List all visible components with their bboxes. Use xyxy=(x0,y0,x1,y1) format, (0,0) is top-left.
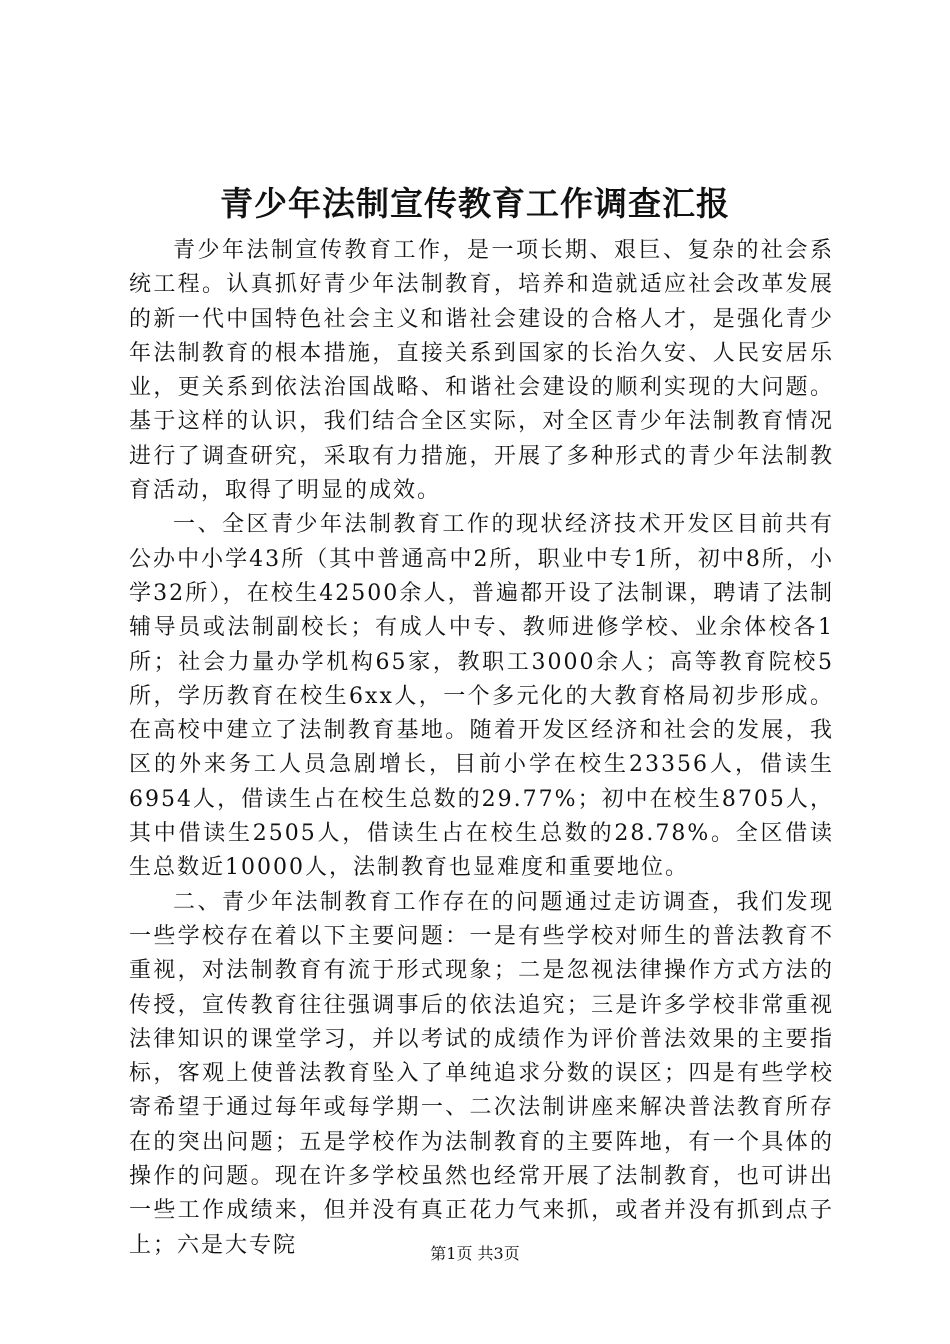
paragraph-intro: 青少年法制宣传教育工作，是一项长期、艰巨、复杂的社会系统工程。认真抓好青少年法制教育，培养和造就适应社会改革发展的新一代中国特色社会主义和谐社会建设的合格人才，是强化青少年法制教育的根本措施，直接关系到国家的长治久安、人民安居乐业，更关系到依法治国战略、和谐社会建设的顺利实现的大问题。基于这样的认识，我们结合全区实际，对全区青少年法制教育情况进行了调查研究，采取有力措施，开展了多种形式的青少年法制教育活动，取得了明显的成效。 xyxy=(129,238,834,504)
document-body xyxy=(129,234,834,1263)
paragraph-section-2: 二、青少年法制教育工作存在的问题通过走访调查，我们发现一些学校存在着以下主要问题：一是有些学校对师生的普法教育不重视，对法制教育有流于形式现象；二是忽视法律操作方式方法的传授，宣传教育往往强调事后的依法追究；三是许多学校非常重视法律知识的课堂学习，并以考试的成绩作为评价普法效果的主要指标，客观上使普法教育坠入了单纯追求分数的误区；四是有些学校寄希望于通过每年或每学期一、二次法制讲座来解决普法教育所存在的突出问题；五是学校作为法制教育的主要阵地，有一个具体的操作的问题。现在许多学校虽然也经常开展了法制教育，也可讲出一些工作成绩来，但并没有真正花力气来抓，或者并没有抓到点子上；六是大专院 xyxy=(129,889,834,1258)
document-title: 青少年法制宣传教育工作调查汇报 xyxy=(220,184,730,223)
page-number-footer: 第1页 共3页 xyxy=(430,1244,520,1263)
paragraph-section-1: 一、全区青少年法制教育工作的现状经济技术开发区目前共有公办中小学43所（其中普通高中2所，职业中专1所，初中8所，小学32所），在校生42500余人，普遍都开设了法制课，聘请了法制辅导员或法制副校长；有成人中专、教师进修学校、业余体校各1所；社会力量办学机构65家，教职工3000余人；高等教育院校5所，学历教育在校生6xx人，一个多元化的大教育格局初步形成。在高校中建立了法制教育基地。随着开发区经济和社会的发展，我区的外来务工人员急剧增长，目前小学在校生23356人，借读生6954人，借读生占在校生总数的29.77%；初中在校生8705人，其中借读生2505人，借读生占在校生总数的28.78%。全区借读生总数近10000人，法制教育也显难度和重要地位。 xyxy=(129,512,834,881)
